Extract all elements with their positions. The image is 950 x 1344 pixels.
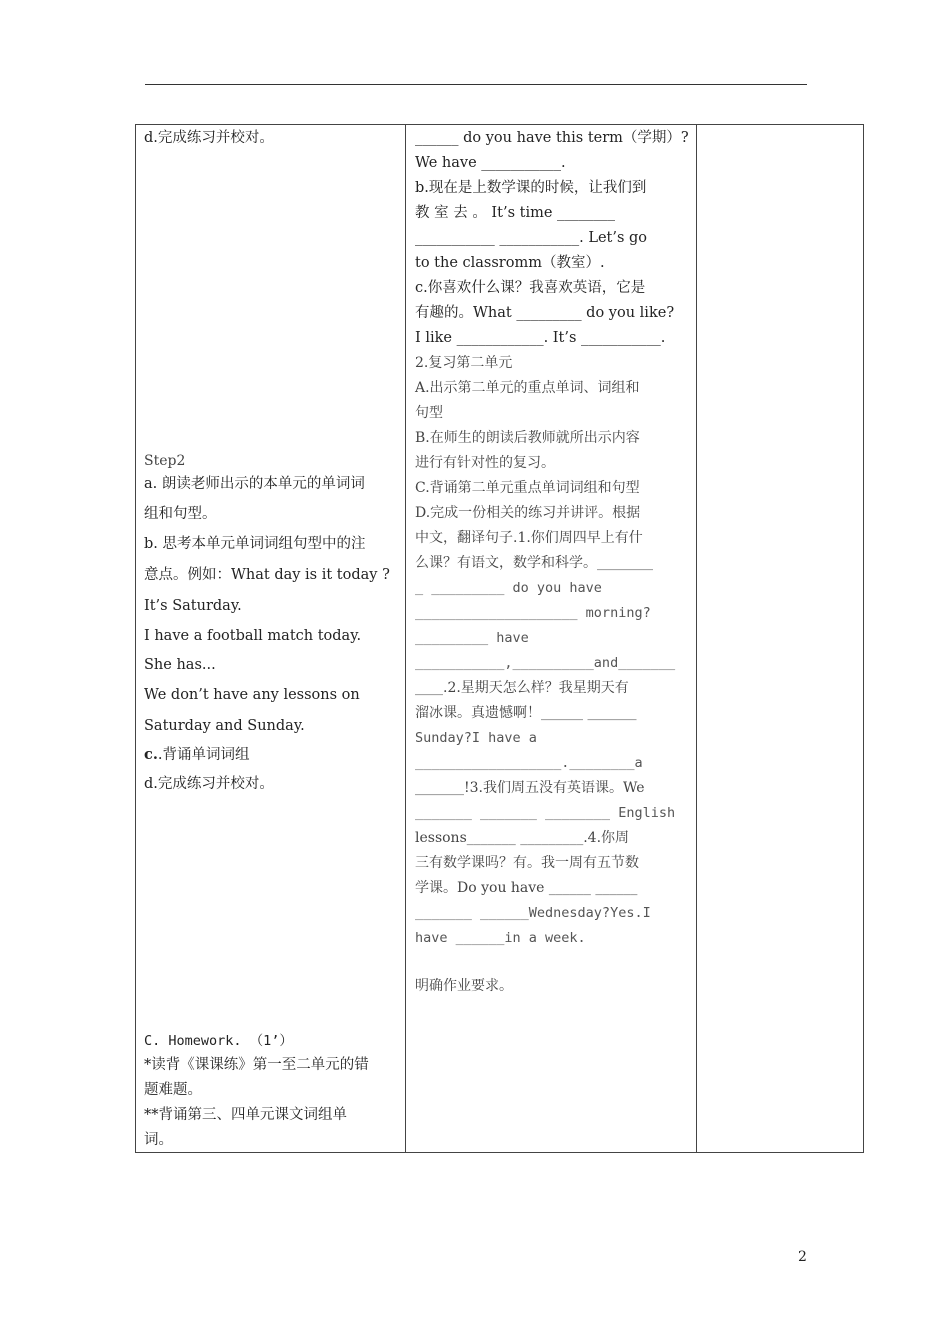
text-line: I have a football match today.: [144, 628, 362, 644]
text-line: ___________ ___________. Let’s go: [415, 230, 648, 246]
text-line: Saturday and Sunday.: [144, 718, 305, 734]
text-line: We have ___________.: [415, 155, 566, 171]
text-line: 2.复习第二单元: [415, 355, 513, 371]
text-line: c.你喜欢什么课？我喜欢英语，它是: [415, 280, 646, 296]
step-heading: Step2: [144, 453, 186, 469]
text-line: b.现在是上数学课的时候，让我们到: [415, 180, 647, 196]
text-line: D.完成一份相关的练习并讲评。根据: [415, 505, 641, 521]
text-line: _______ ______Wednesday?Yes.I: [415, 905, 651, 921]
student-activity-cell: [136, 125, 406, 1153]
text-line: She has...: [144, 657, 216, 673]
text-line: have ______in a week.: [415, 930, 586, 946]
text-line: _________ have: [415, 630, 529, 646]
text-line: ____.2.星期天怎么样？我星期天有: [415, 680, 629, 696]
text-line: 三有数学课吗？有。我一周有五节数: [415, 855, 639, 871]
text-line: _______!3.我们周五没有英语课。We: [415, 780, 645, 796]
text-line: a. 朗读老师出示的本单元的单词词: [144, 476, 365, 492]
text-line: We don’t have any lessons on: [144, 687, 360, 703]
lesson-plan-table: [135, 124, 864, 1153]
text-line: 题难题。: [144, 1082, 202, 1098]
text-line: 进行有针对性的复习。: [415, 455, 555, 471]
text-line: 中文，翻译句子.1.你们周四早上有什: [415, 530, 643, 546]
text-line: b. 思考本单元单词词组句型中的注: [144, 536, 366, 552]
text-line: 有趣的。What _________ do you like?: [415, 305, 675, 321]
homework-heading: C. Homework. （1’）: [144, 1033, 293, 1049]
text-line: [144, 745, 250, 765]
text-line: I like ____________. It’s ___________.: [415, 330, 666, 346]
page-number: 2: [798, 1249, 807, 1265]
text-line: ______ do you have this term（学期）?: [415, 130, 689, 146]
header-rule: [145, 84, 807, 85]
text-line: to the classromm（教室）.: [415, 255, 605, 271]
text-line: *读背《课课练》第一至二单元的错: [144, 1057, 369, 1073]
text-line: 意点。例如：What day is it today ?: [144, 567, 390, 583]
text-line: 句型: [415, 405, 443, 421]
text-line: lessons_______ _________.4.你周: [415, 830, 630, 846]
text-line: It’s Saturday.: [144, 598, 242, 614]
text-line: ___________,__________and_______: [415, 655, 676, 671]
text-line: __________________.________a: [415, 755, 643, 771]
text-line: _ _________ do you have: [415, 580, 602, 596]
text-line: A.出示第二单元的重点单词、词组和: [415, 380, 640, 396]
text-line: 组和句型。: [144, 506, 217, 522]
text-line: d.完成练习并校对。: [144, 776, 274, 792]
text-line: d.完成练习并校对。: [144, 130, 274, 146]
text-line: 溜冰课。真遗憾啊！______ _______: [415, 705, 637, 721]
text-line: **背诵第三、四单元课文词组单: [144, 1107, 347, 1123]
text-line: ____________________ morning?: [415, 605, 651, 621]
text-line: C.背诵第二单元重点单词词组和句型: [415, 480, 640, 496]
text-line: 教 室 去 。 It’s time ________: [415, 205, 616, 221]
text-line: B.在师生的朗读后教师就所出示内容: [415, 430, 640, 446]
text-line: Sunday?I have a: [415, 730, 537, 746]
table-row: [136, 125, 864, 1153]
notes-cell: [697, 125, 864, 1153]
text-line: _______ _______ ________ English: [415, 805, 676, 821]
teacher-activity-cell: [406, 125, 697, 1153]
text-line: 么课？有语文，数学和科学。________: [415, 555, 653, 571]
text-line: 词。: [144, 1132, 173, 1148]
text-line: 学课。Do you have ______ ______: [415, 880, 638, 896]
text-line: 明确作业要求。: [415, 978, 513, 994]
item-text: .背诵单词词组: [157, 747, 250, 763]
item-label: c.: [144, 746, 158, 763]
